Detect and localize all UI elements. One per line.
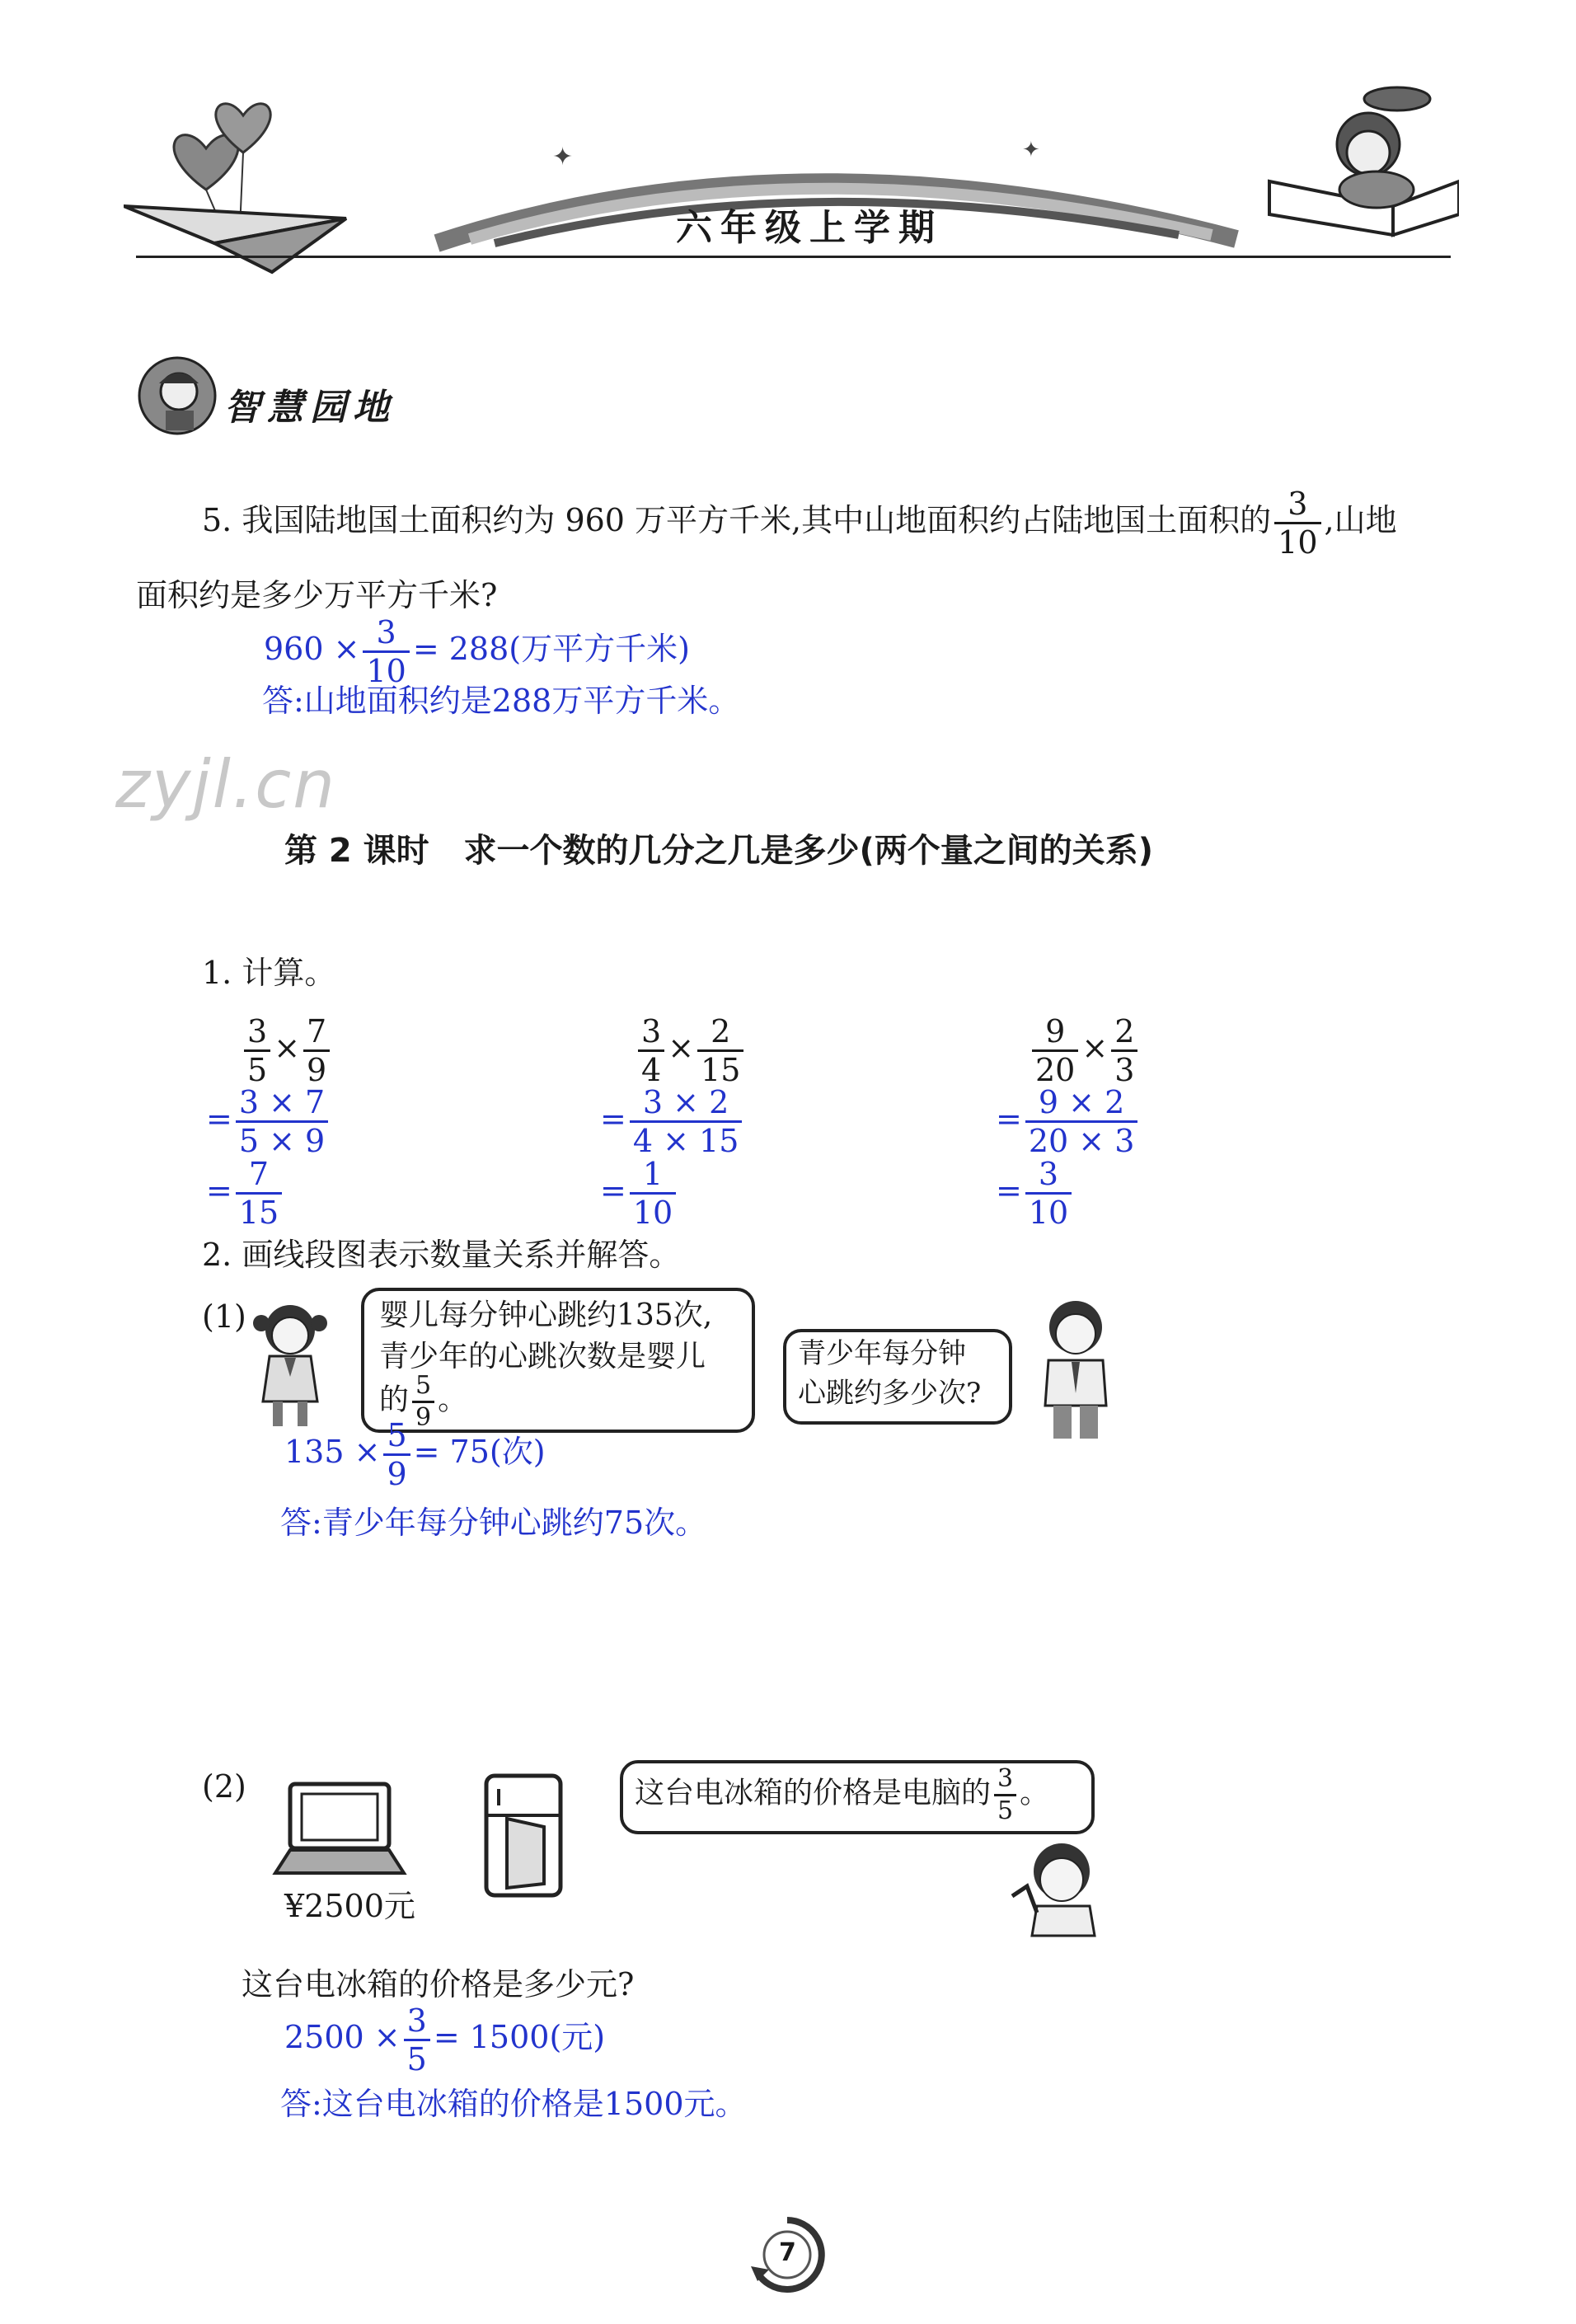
q1-item1-step-den: 5 × 9 [236, 1120, 328, 1157]
lesson-title: 第 2 课时 求一个数的几分之几是多少(两个量之间的关系) [284, 832, 1154, 870]
q5-ans-frac-den: 10 [363, 650, 409, 687]
q1-item3-a-num: 9 [1045, 1013, 1066, 1049]
q2-p2-question: 这台电冰箱的价格是多少元? [242, 1966, 635, 2002]
fridge-bubble-frac-den: 5 [994, 1794, 1016, 1824]
fridge-icon [482, 1772, 569, 1904]
section-badge-icon [136, 354, 218, 440]
q1-item2-step-den: 4 × 15 [630, 1120, 743, 1157]
q5-frac-num: 3 [1288, 486, 1308, 522]
q2-label: 2. 画线段图表示数量关系并解答。 [202, 1237, 681, 1273]
q2-p2-ans-rhs: = 1500(元) [433, 2019, 606, 2055]
girl-illustration [251, 1298, 330, 1434]
q1-item3-step-frac [1025, 1084, 1138, 1159]
q1-item1-times: × [274, 1030, 301, 1066]
q1-item3-a-den: 20 [1032, 1049, 1078, 1086]
q2-p2-answer-text: 答:这台电冰箱的价格是1500元。 [280, 2086, 747, 2122]
q5-answer-text: 答:山地面积约是288万平方千米。 [262, 683, 740, 719]
bubble-left-period: 。 [438, 1383, 468, 1417]
q1-item2-result [600, 1156, 679, 1231]
bubble-left-frac-num: 5 [415, 1371, 432, 1400]
q2-p2-answer-formula [284, 2002, 606, 2078]
q1-item3-b-num: 2 [1114, 1013, 1135, 1049]
q1-item2-result-den: 10 [630, 1192, 676, 1228]
fridge-bubble-text-b: 。 [1020, 1776, 1050, 1810]
computer-price: ¥2500元 [284, 1888, 415, 1924]
q1-item3-frac-a [1032, 1013, 1078, 1088]
q2-p2-ans-frac-num: 3 [406, 2002, 427, 2039]
q1-item1-result-num: 7 [248, 1156, 270, 1192]
q1-label: 1. 计算。 [202, 955, 336, 991]
q2-p1-ans-rhs: = 75(次) [413, 1434, 546, 1470]
svg-text:✦: ✦ [1022, 138, 1040, 162]
q2-p2-ans-frac-den: 5 [404, 2039, 430, 2075]
q5-ans-lhs: 960 × [264, 631, 360, 667]
fridge-bubble-frac-num: 3 [997, 1764, 1014, 1793]
q1-item3-step [996, 1084, 1141, 1159]
q1-item2-a-num: 3 [641, 1013, 662, 1049]
q1-item3-times: × [1081, 1030, 1109, 1066]
q5-answer-formula [264, 614, 690, 689]
q1-item3-eq2: = [996, 1172, 1022, 1209]
bubble-left-line1: 婴儿每分钟心跳约135次, [379, 1298, 713, 1332]
bubble-right-line2: 心跳约多少次? [798, 1377, 982, 1410]
q1-item1-a-num: 3 [247, 1013, 268, 1049]
q1-item1-frac-b [303, 1013, 330, 1088]
q1-item3-b-den: 3 [1111, 1049, 1137, 1086]
bubble-left-line2: 青少年的心跳次数是婴儿 [379, 1340, 706, 1373]
q1-item2-frac-a [638, 1013, 664, 1088]
q1-item2-result-frac [630, 1156, 676, 1231]
q5-number: 5. [202, 502, 232, 538]
q1-item1-frac-a [244, 1013, 270, 1088]
q1-item2-eq1: = [600, 1101, 626, 1137]
q1-item1-b-num: 7 [307, 1013, 327, 1049]
q1-item2-step [600, 1084, 745, 1159]
watermark: zyjl.cn [115, 746, 336, 823]
page-number: 7 [779, 2238, 796, 2267]
q5-text-a: 我国陆地国土面积约为 960 万平方千米,其中山地面积约占陆地国土面积的 [242, 502, 1272, 538]
q1-item1-eq2: = [206, 1172, 232, 1209]
header-title: 六年级上学期 [676, 207, 943, 249]
q1-item2-frac-b [697, 1013, 743, 1088]
q5-fraction [1274, 486, 1320, 561]
q1-item1-result [206, 1156, 285, 1231]
q1-item2-step-num: 3 × 2 [642, 1084, 729, 1120]
q1-item3-result [996, 1156, 1075, 1231]
q2-p1-answer-formula [284, 1417, 546, 1492]
q1-item1-result-den: 15 [236, 1192, 282, 1228]
q1-item1-eq1: = [206, 1101, 232, 1137]
bubble-right-line1: 青少年每分钟 [798, 1337, 966, 1370]
q2-p2-ans-fraction [404, 2002, 430, 2078]
q2-p1-ans-fraction [383, 1417, 410, 1492]
q1-item3-expression [1029, 1013, 1141, 1088]
q1-item2-b-den: 15 [697, 1049, 743, 1086]
section-badge-text: 智慧园地 [224, 387, 396, 429]
q1-item2-b-num: 2 [711, 1013, 731, 1049]
q1-item3-frac-b [1111, 1013, 1137, 1088]
q5-line1 [202, 486, 1397, 561]
q5-line2: 面积约是多少万平方千米? [136, 577, 498, 613]
header-rule [136, 256, 1451, 258]
q5-ans-frac-num: 3 [376, 614, 396, 650]
computer-icon [272, 1781, 408, 1879]
q1-item2-eq2: = [600, 1172, 626, 1209]
q1-item1-expression [241, 1013, 333, 1088]
baby-heartbeat-bubble [361, 1288, 755, 1433]
q1-item3-eq1: = [996, 1101, 1022, 1137]
q2-p1-ans-frac-num: 5 [387, 1417, 407, 1453]
boy-pointing-illustration [1004, 1838, 1107, 1941]
teen-question-bubble [783, 1329, 1012, 1425]
boy-illustration [1030, 1294, 1121, 1446]
q2-p2-tag: (2) [202, 1768, 246, 1805]
bubble-left-frac-den: 9 [412, 1401, 434, 1430]
q1-item3-result-frac [1025, 1156, 1072, 1231]
fridge-price-bubble [620, 1760, 1095, 1834]
q5-ans-fraction [363, 614, 409, 689]
q1-item3-result-num: 3 [1038, 1156, 1059, 1192]
fridge-bubble-fraction [994, 1764, 1016, 1825]
q5-text-b: ,山地 [1324, 502, 1397, 538]
q1-item1-step-frac [236, 1084, 328, 1159]
q1-item2-expression [635, 1013, 747, 1088]
bubble-left-de: 的 [379, 1383, 410, 1417]
q1-item1-result-frac [236, 1156, 282, 1231]
fridge-bubble-text-a: 这台电冰箱的价格是电脑的 [635, 1776, 992, 1810]
q2-p1-tag: (1) [202, 1298, 246, 1335]
svg-text:✦: ✦ [552, 143, 574, 171]
q1-item3-result-den: 10 [1025, 1192, 1072, 1228]
q5-ans-rhs: = 288(万平方千米) [412, 631, 690, 667]
q1-item2-step-frac [630, 1084, 743, 1159]
q1-item1-b-den: 9 [303, 1049, 330, 1086]
q1-item2-times: × [668, 1030, 695, 1066]
q1-item2-result-num: 1 [642, 1156, 664, 1192]
q2-p1-answer-text: 答:青少年每分钟心跳约75次。 [280, 1505, 707, 1541]
q2-p1-ans-lhs: 135 × [284, 1434, 381, 1470]
q2-p1-ans-frac-den: 9 [383, 1453, 410, 1490]
q1-item1-step [206, 1084, 331, 1159]
q1-item3-step-num: 9 × 2 [1038, 1084, 1125, 1120]
q1-item3-step-den: 20 × 3 [1025, 1120, 1138, 1157]
q1-item1-a-den: 5 [244, 1049, 270, 1086]
fridge-bubble-text [635, 1764, 1050, 1825]
q1-item1-step-num: 3 × 7 [238, 1084, 326, 1120]
q2-p2-ans-lhs: 2500 × [284, 2019, 401, 2055]
q1-item2-a-den: 4 [638, 1049, 664, 1086]
q5-frac-den: 10 [1274, 522, 1320, 558]
